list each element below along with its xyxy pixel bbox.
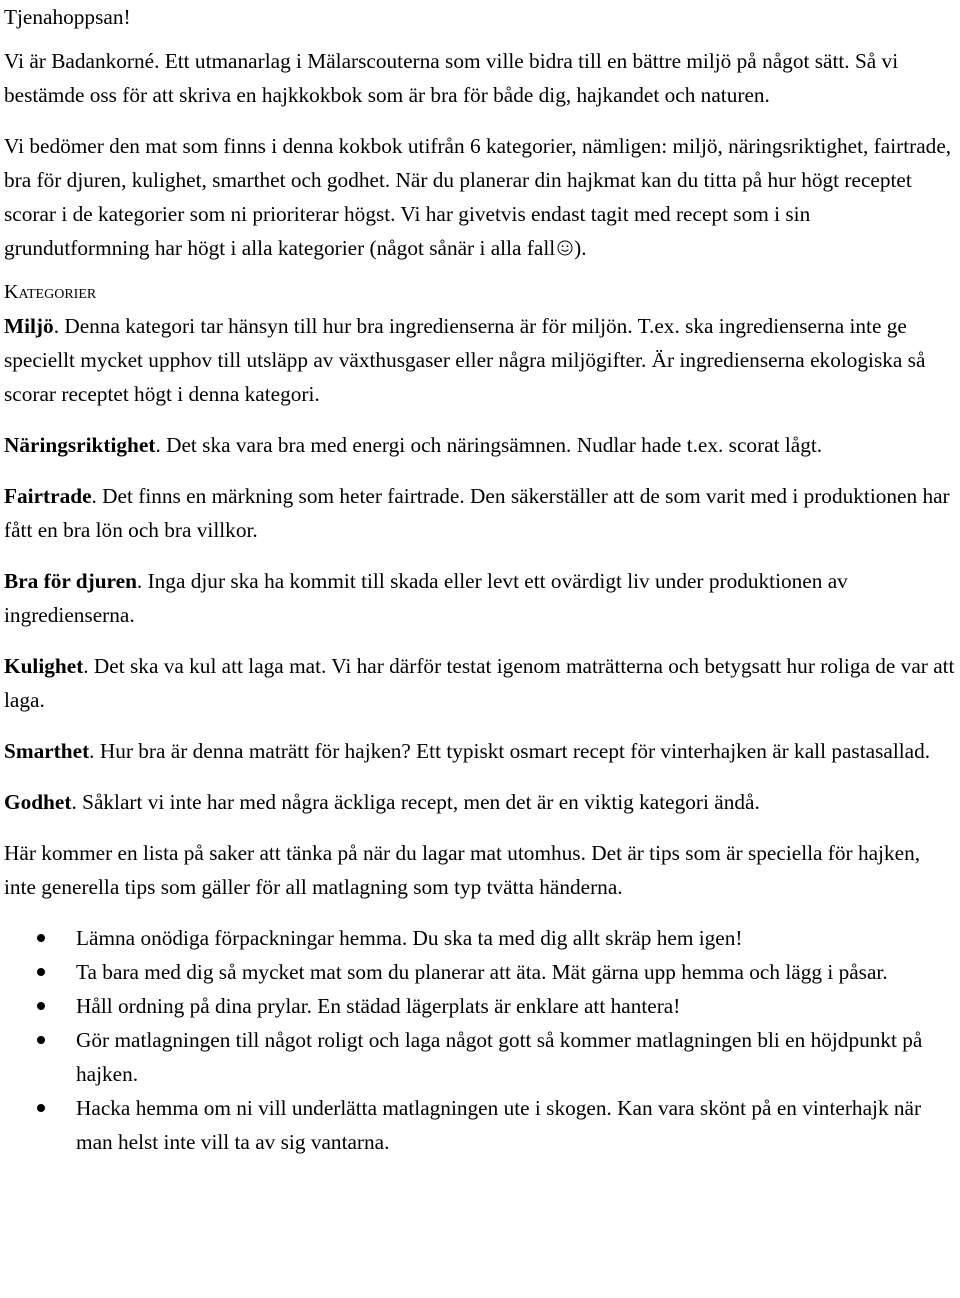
bullet-icon bbox=[37, 1002, 45, 1010]
category-miljo bbox=[4, 309, 956, 411]
category-name: Miljö bbox=[4, 314, 54, 338]
category-text: . Såklart vi inte har med några äckliga recept, men det är en viktig kategori ändå. bbox=[71, 790, 760, 814]
category-fairtrade bbox=[4, 479, 956, 547]
bullet-icon bbox=[37, 968, 45, 976]
bullet-icon bbox=[37, 1036, 45, 1044]
list-item: Lämna onödiga förpackningar hemma. Du ska ta med dig allt skräp hem igen! bbox=[4, 921, 956, 955]
category-name: Godhet bbox=[4, 790, 72, 814]
category-text: . Inga djur ska ha kommit till skada eller levt ett ovärdigt liv under produktionen av ingredienserna. bbox=[4, 569, 848, 627]
category-smarthet bbox=[4, 734, 956, 768]
list-item: Hacka hemma om ni vill underlätta matlagningen ute i skogen. Kan vara skönt på en vinterhajk när man helst inte vill ta av sig vantarna. bbox=[4, 1091, 956, 1159]
category-text: . Det ska va kul att laga mat. Vi har därför testat igenom maträtterna och betygsatt hur roliga de var att laga. bbox=[4, 654, 955, 712]
category-text: . Det finns en märkning som heter fairtrade. Den säkerställer att de som varit med i produktionen har fått en bra lön och bra villkor. bbox=[4, 484, 950, 542]
category-text: . Denna kategori tar hänsyn till hur bra ingredienserna är för miljön. T.ex. ska ingredienserna inte ge speciellt mycket upphov till utsläpp av växthusgaser eller några miljögifter. Är ingredienserna ekologiska så scorar receptet högt i denna kategori. bbox=[4, 314, 926, 406]
category-name: Smarthet bbox=[4, 739, 90, 763]
category-text: . Hur bra är denna maträtt för hajken? Ett typiskt osmart recept för vinterhajken är kall pastasallad. bbox=[89, 739, 931, 763]
category-godhet bbox=[4, 785, 956, 819]
category-name: Fairtrade bbox=[4, 484, 92, 508]
list-item: Ta bara med dig så mycket mat som du planerar att äta. Mät gärna upp hemma och lägg i påsar. bbox=[4, 955, 956, 989]
list-item: Håll ordning på dina prylar. En städad lägerplats är enklare att hantera! bbox=[4, 989, 956, 1023]
category-kulighet bbox=[4, 649, 956, 717]
bullet-icon bbox=[37, 934, 45, 942]
tips-list bbox=[4, 921, 956, 1159]
category-name: Bra för djuren bbox=[4, 569, 137, 593]
description-end: ). bbox=[574, 236, 587, 260]
category-text: . Det ska vara bra med energi och näringsämnen. Nudlar hade t.ex. scorat lågt. bbox=[155, 433, 823, 457]
description-text: Vi bedömer den mat som finns i denna kokbok utifrån 6 kategorier, nämligen: miljö, näringsriktighet, fairtrade, bra för djuren, kulighet, smarthet och godhet. När du planerar din hajkmat kan du titta på hur högt receptet scorar i de kategorier som ni prioriterar högst. Vi har givetvis endast tagit med recept som i sin grundutformning har högt i alla kategorier (något sånär i alla fall bbox=[4, 134, 952, 260]
intro-paragraph: Vi är Badankorné. Ett utmanarlag i Mälarscouterna som ville bidra till en bättre miljö på något sätt. Så vi bestämde oss för att skriva en hajkkokbok som är bra för både dig, hajkandet och naturen. bbox=[4, 49, 899, 107]
greeting: Tjenahoppsan! bbox=[4, 5, 131, 29]
list-item: Gör matlagningen till något roligt och laga något gott så kommer matlagningen bli en höjdpunkt på hajken. bbox=[4, 1023, 956, 1091]
tips-intro: Här kommer en lista på saker att tänka på när du lagar mat utomhus. Det är tips som är speciella för hajken, inte generella tips som gäller för all matlagning som typ tvätta händerna. bbox=[4, 841, 921, 899]
category-naringsriktighet bbox=[4, 428, 956, 462]
smiley-face-icon bbox=[557, 240, 573, 256]
category-name: Kulighet bbox=[4, 654, 84, 678]
category-name: Näringsriktighet bbox=[4, 433, 156, 457]
document bbox=[4, 0, 956, 1159]
bullet-icon bbox=[37, 1104, 45, 1112]
description-paragraph bbox=[4, 129, 956, 265]
category-bra-for-djuren bbox=[4, 564, 956, 632]
categories-heading: Kategorier bbox=[4, 281, 97, 303]
